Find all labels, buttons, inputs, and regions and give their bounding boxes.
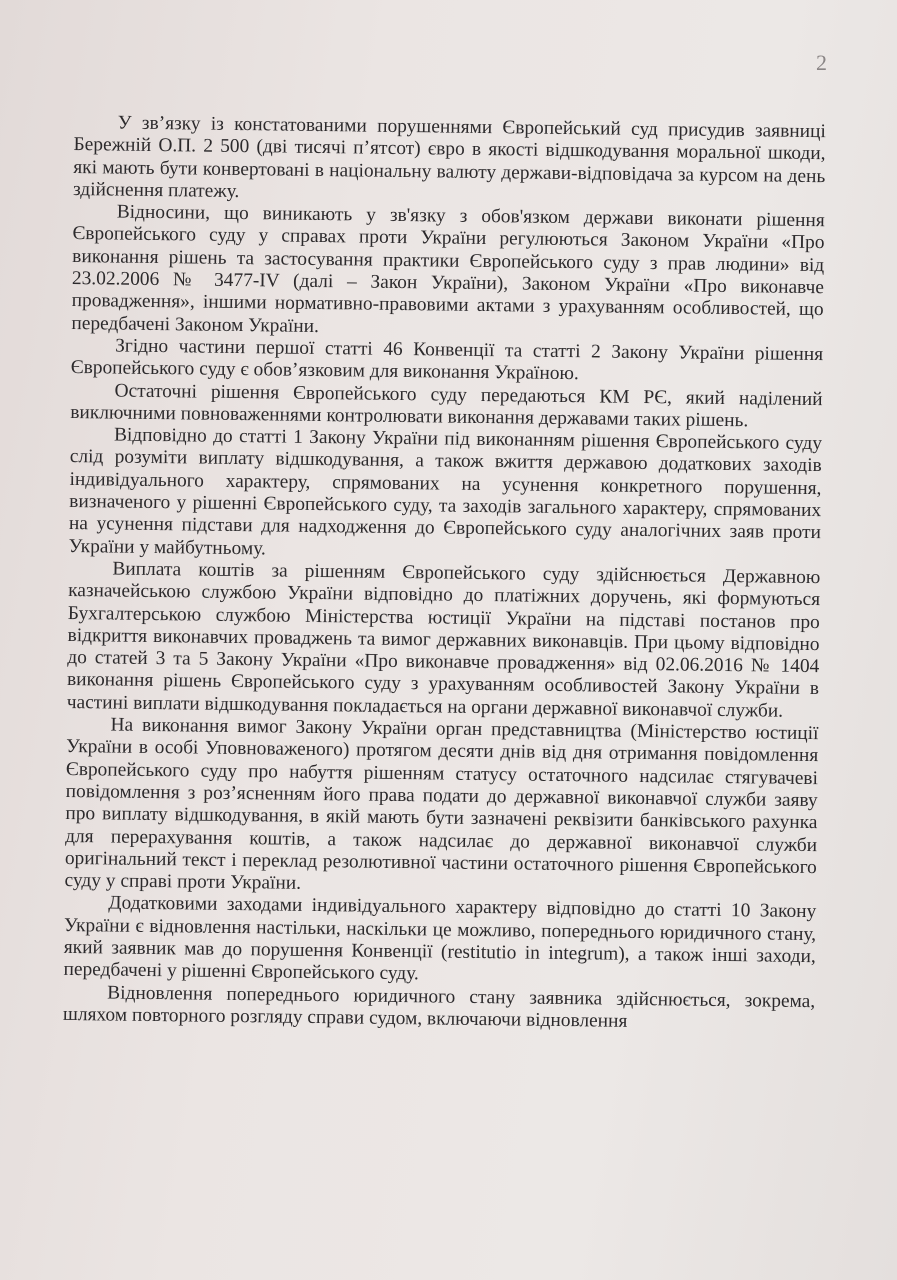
paragraph-binding-judgment: Згідно частини першої статті 46 Конвенції та статті 2 Закону України рішення Європейського суду є обов’язковим для виконання Україною. [70, 335, 824, 385]
paragraph-restoration: Відновлення попереднього юридичного стану заявника здійснюється, зокрема, шляхом повторного розгляду справи судом, включаючи відновлення [62, 982, 816, 1032]
paragraph-individual-measures: Додатковими заходами індивідуального характеру відповідно до статті 10 Закону України є відновлення настільки, наскільки це можливо, попереднього юридичного стану, який заявник мав до порушення Конвенції (restitutio in integrum), а також інші заходи, передбачені у рішенні Європейського суду. [63, 892, 817, 985]
paragraph-compensation: У зв’язку із констатованими порушеннями Європейський суд присудив заявниці Бережній О.П. 2 500 (дві тисячі п’ятсот) євро в якості відшкодування моральної шкоди, які мають бути конвертовані в національну валюту держави-відповідача за курсом на день здійснення платежу. [72, 112, 826, 202]
document-body [63, 112, 826, 1035]
page-number: 2 [816, 50, 827, 75]
paragraph-committee-of-ministers: Остаточні рішення Європейського суду передаються КМ РЄ, який наділений виключними повноваженнями контролювати виконання державами таких рішень. [70, 380, 823, 432]
paragraph-legal-framework: Відносини, що виникають у зв'язку з обов'язком держави виконати рішення Європейського суду у справах проти України регулюються Законом України «Про виконання рішень та застосування практики Європейського суду з прав людини» від 23.02.2006 № 3477-IV (далі – Закон України), Законом України «Про виконавче провадження», іншими нормативно-правовими актами з урахуванням особливостей, що передбачені Законом України. [71, 201, 825, 337]
paragraph-execution-definition: Відповідно до статті 1 Закону України під виконанням рішення Європейського суду слід розуміти виплату відшкодування, а також вжиття державою додаткових заходів індивідуального характеру, спрямованих на усунення конкретного порушення, визначеного у рішенні Європейського суду, та заходів загального характеру, спрямованих на усунення підстави для надходження до Європейського суду аналогічних заяв проти України у майбутньому. [68, 424, 823, 560]
paragraph-payment-procedure: Виплата коштів за рішенням Європейського суду здійснюється Державною казначейською службою України відповідно до платіжних доручень, які формуються Бухгалтерською службою Міністерства юстиції України на підставі постанов про відкриття виконавчих проваджень та вимог державних виконавців. При цьому відповідно до статей 3 та 5 Закону України «Про виконавче провадження» від 02.06.2016 № 1404 виконання рішень Європейського суду з урахуванням особливостей Закону України в частині виплати відшкодування покладається на органи державної виконавчої служби. [66, 558, 821, 722]
paragraph-notification-duties: На виконання вимог Закону України орган представництва (Міністерство юстиції України в особі Уповноваженого) протягом десяти днів від дня отримання повідомлення Європейського суду про набуття рішенням статусу остаточного надсилає стягувачеві повідомлення з роз’ясненням його права подати до державної виконавчої служби заяву про виплату відшкодування, в якій мають бути зазначені реквізити банківського рахунка для перерахування коштів, а також надсилає до державної виконавчої служби оригінальний текст і переклад резолютивної частини остаточного рішення Європейського суду у справі проти України. [64, 714, 819, 894]
